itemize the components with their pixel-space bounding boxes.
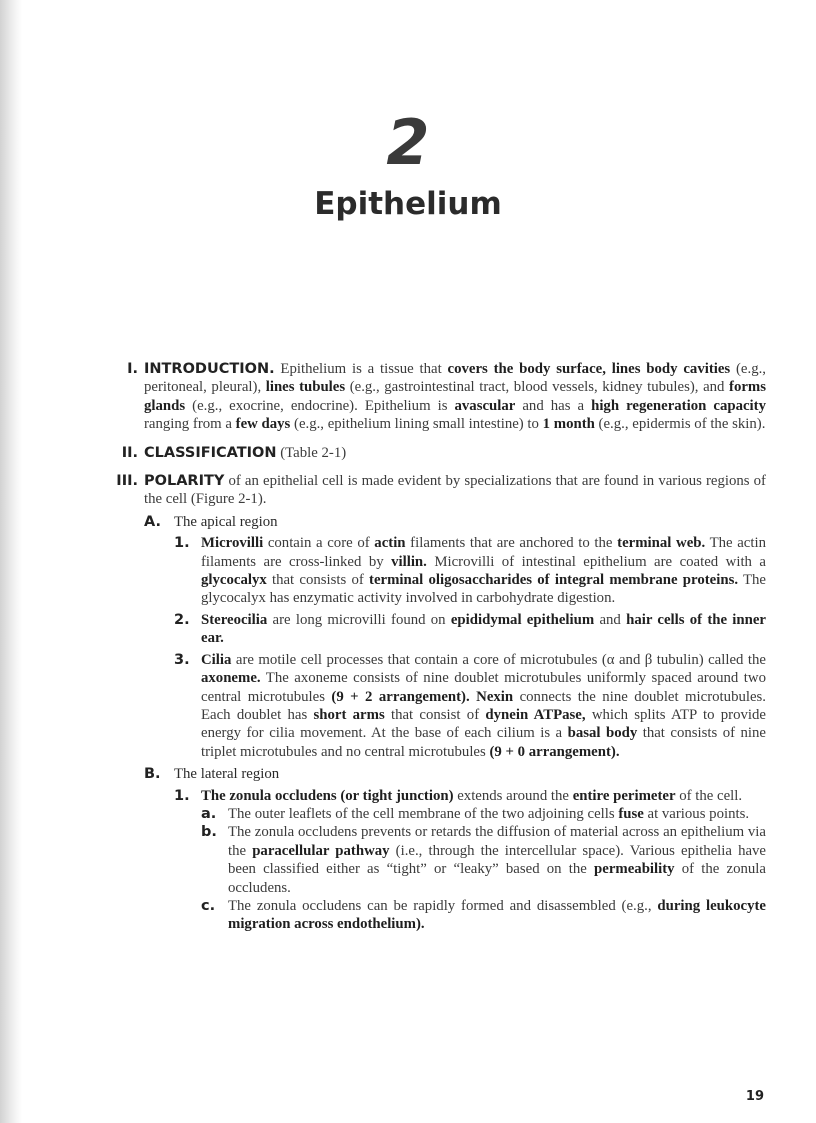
bold-term: fuse [618, 805, 644, 822]
item-text [201, 787, 766, 805]
bold-term: permeability [594, 861, 675, 878]
text-run: (e.g., epithelium lining small intestine) to [290, 416, 543, 433]
section-heading: POLARITY [144, 473, 225, 490]
subsection-letter: B. [144, 766, 161, 783]
bold-term: high regeneration capacity [591, 397, 766, 414]
text-run: are long microvilli found on [267, 611, 451, 628]
text-run: The zonula occludens can be rapidly formed and disassembled (e.g., [228, 897, 658, 914]
section-text [144, 444, 766, 462]
subsection-heading: The lateral region [174, 766, 280, 783]
lettered-item-text [228, 823, 766, 897]
section-text [144, 360, 766, 434]
text-run: of the zonula occludens. [228, 861, 766, 896]
text-run: The zonula occludens prevents or retards the diffusion of material across an epithelium via the [228, 824, 766, 859]
text-run: of an epithelial cell is made evident by specializations that are found in various regions of the cell (Figure 2-1). [144, 473, 766, 508]
numbered-item [174, 534, 766, 608]
text-run: (Table 2-1) [276, 444, 347, 461]
item-number: 3. [174, 651, 190, 668]
bold-term: The zonula occludens (or tight junction) [201, 787, 454, 804]
bold-term: terminal oligosaccharides of integral membrane proteins. [369, 572, 739, 589]
bold-term: Microvilli [201, 535, 264, 552]
section-3 [108, 472, 766, 934]
bold-term: entire perimeter [572, 787, 676, 804]
section-1 [108, 360, 766, 434]
section-heading: CLASSIFICATION [144, 444, 277, 461]
item-text [201, 534, 766, 608]
lettered-item [201, 805, 766, 823]
text-run: (e.g., peritoneal, pleural), [144, 361, 766, 396]
bold-term: basal body [567, 725, 638, 742]
text-run: connects the nine doublet microtubules. Each doublet has [201, 688, 767, 723]
text-run: of the cell. [675, 787, 743, 804]
text-run: (e.g., exocrine, endocrine). Epithelium is [185, 397, 455, 414]
text-run: The glycocalyx has enzymatic activity involved in carbohydrate digestion. [201, 572, 766, 607]
bold-term: avascular [454, 397, 516, 414]
lettered-item [201, 823, 766, 897]
text-run: ranging from a [144, 416, 236, 433]
bold-term: dynein ATPase, [485, 706, 586, 723]
text-run: Microvilli of intestinal epithelium are coated with a [426, 553, 766, 570]
subsection [144, 513, 766, 761]
text-run: (e.g., epidermis of the skin). [594, 416, 766, 433]
letter-label: c. [201, 897, 216, 914]
text-run: and has a [515, 397, 592, 414]
item-text [201, 611, 766, 648]
item-number: 2. [174, 611, 190, 628]
bold-term: Nexin [476, 688, 514, 705]
chapter-title: Epithelium [314, 186, 502, 222]
bold-term: Cilia [201, 651, 232, 668]
page-body [108, 360, 766, 944]
text-run: contain a core of [263, 535, 375, 552]
letter-label: b. [201, 824, 217, 841]
lettered-item [201, 897, 766, 934]
bold-term: (9 + 0 arrangement). [489, 743, 620, 760]
letter-label: a. [201, 805, 217, 822]
item-number: 1. [174, 535, 190, 552]
text-run: (i.e., through the intercellular space). Various epithelia have been classified either as “tight” or “leaky” based on the [228, 842, 766, 878]
section-number: II. [121, 444, 138, 461]
bold-term: glycocalyx [201, 572, 267, 589]
text-run: and [594, 611, 627, 628]
numbered-item [174, 611, 766, 648]
bold-term: covers the body surface, lines body cavities [447, 361, 731, 377]
bold-term: 1 month [542, 416, 595, 433]
text-run: filaments that are anchored to the [405, 535, 618, 552]
bold-term: short arms [313, 706, 385, 723]
bold-term: few days [235, 416, 291, 433]
item-number: 1. [174, 787, 190, 804]
bold-term: forms glands [144, 379, 766, 414]
text-run: The axoneme consists of nine doublet microtubules uniformly spaced around two central microtubules [201, 670, 766, 705]
section-heading: INTRODUCTION. [144, 361, 275, 377]
text-run: at various points. [643, 805, 750, 822]
bold-term: villin. [391, 553, 427, 570]
text-run: extends around the [453, 787, 573, 804]
text-run: The actin filaments are cross-linked by [201, 535, 766, 570]
bold-term: axoneme. [201, 670, 261, 687]
bold-term: (9 + 2 arrangement). [331, 688, 470, 705]
section-text [144, 472, 766, 509]
section-number: III. [116, 473, 138, 490]
text-run: that consist of [384, 706, 486, 723]
bold-term: terminal web. [617, 535, 706, 552]
bold-term: lines tubules [265, 379, 346, 396]
text-run: The outer leaflets of the cell membrane of the two adjoining cells [228, 805, 619, 822]
text-run: that consists of [266, 572, 370, 589]
bold-term: epididymal epithelium [450, 611, 595, 628]
bold-term: hair cells of the inner ear. [201, 611, 766, 647]
subsection-heading: The apical region [174, 513, 278, 530]
text-run: which splits ATP to provide energy for cilia movement. At the base of each cilium is a [201, 706, 766, 742]
numbered-item [174, 651, 766, 761]
section-2 [108, 444, 766, 462]
subsection [144, 765, 766, 934]
subsection-letter: A. [144, 513, 161, 530]
bold-term: during leukocyte migration across endothelium). [228, 897, 766, 933]
page-number: 19 [745, 1089, 764, 1104]
lettered-item-text [228, 805, 766, 823]
text-run: (e.g., gastrointestinal tract, blood vessels, kidney tubules), and [345, 379, 730, 396]
bold-term: Stereocilia [201, 611, 268, 628]
numbered-item [174, 787, 766, 934]
text-run: Epithelium is a tissue that [274, 361, 448, 377]
text-run: that consists of nine triplet microtubules and no central microtubules [201, 725, 766, 760]
bold-term: paracellular pathway [252, 842, 390, 859]
lettered-item-text [228, 897, 766, 934]
bold-term: actin [374, 535, 406, 552]
text-run: are motile cell processes that contain a core of microtubules (α and β tubulin) called the [231, 651, 766, 668]
section-number: I. [127, 361, 138, 377]
chapter-number: 2 [386, 106, 430, 179]
item-text [201, 651, 766, 761]
